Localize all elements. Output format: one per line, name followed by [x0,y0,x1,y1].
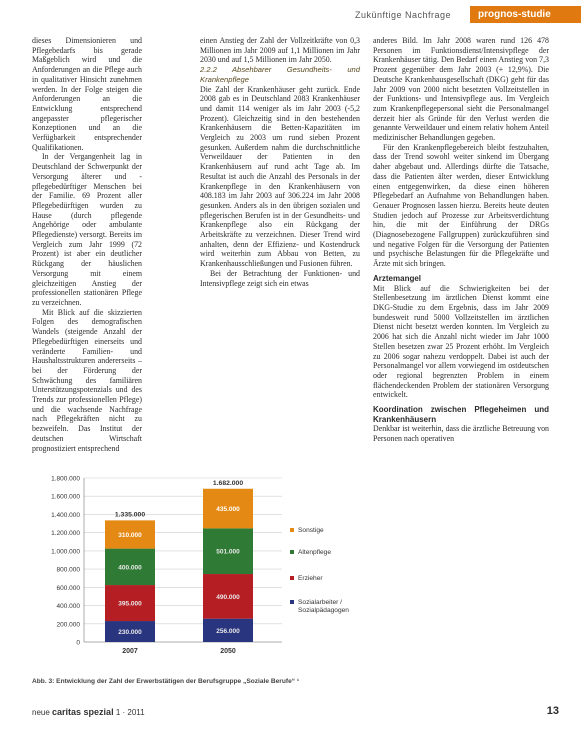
data-label: 256.000 [216,627,240,635]
data-label: 435.000 [216,506,240,514]
section-tab [470,6,581,23]
y-tick-label: 1.000.000 [51,548,80,556]
column-2 [200,36,360,288]
paragraph: einen Anstieg der Zahl der Vollzeitkräfte von 0,3 Millionen im Jahr 2009 auf 1,1 Millionen im Jahr 2030 und auf 1,5 Millionen im Jahr 2050. [200,36,360,65]
y-tick-label: 1.600.000 [51,493,80,501]
page-number: 13 [546,705,559,717]
data-label: 400.000 [118,564,142,572]
total-label: 1.682.000 [212,479,244,487]
paragraph: Bei der Betrachtung der Funktionen- und Intensivpflege zeigt sich ein etwas [200,268,360,288]
total-label: 1.335.000 [114,511,146,519]
footer-brand: caritas spezial [52,707,114,717]
paragraph: Die Zahl der Krankenhäuser geht zurück. Ende 2008 gab es in Deutschland 2083 Krankenhäuser und damit 114 weniger als im Jahr 2003 (-5,2 Prozent). Gleichzeitig sind in den bestehenden Krankenhäusern die Betten-Kapazitäten im Vergleich zu 2003 um rund sieben Prozent gesunken. Außerdem nahm die durchschnittliche Verweildauer der Patienten in den Krankenhäusern auf rund acht Tage ab. Im Resultat ist auch die Anzahl des Personals in der Krankenpflege in den Krankenhäusern von 408.183 im Jahr 2003 auf 306.224 im Jahr 2008 gesunken. Anders als in den übrigen sozialen und pflegerischen Berufen ist in der Gesundheits- und Krankenpflege also ein Rückgang der Arbeitskräfte zu verzeichnen. Dieser Trend wird anhalten, denn der Effizienz- und Kostendruck wird weiterhin zum Abbau von Betten, zu Krankenhausschließungen und Fusionen führen. [200,84,360,269]
paragraph: Mit Blick auf die Schwierigkeiten bei der Stellenbesetzung im ärztlichen Dienst kommt eine DKG-Studie zu dem Ergebnis, dass im Jahr 2009 bundesweit rund 5000 Vollzeitstellen im ärztlichen Dienst nicht besetzt werden konnten. Im Vergleich zu 2006 hat sich die Anzahl nicht wieder im Jahr 1000 Stellen besetzen zwar 25 Prozent erhöht. Im Vergleich zu 2006 sogar nahezu verdoppelt. Dabei ist auch der Personalmangel vor allem vorwiegend im ostdeutschen oder regional begrenzten Problem in einem flächendeckenden Problem der stationären Versorgung entwickelt. [373,283,549,400]
section-tab-label: prognos-studie [478,9,551,20]
legend-label: Altenpflege [298,549,331,556]
legend-swatch [290,576,294,580]
footer-issue: 1 · 2011 [115,708,145,717]
paragraph: anderes Bild. Im Jahr 2008 waren rund 126 478 Personen im Funktionsdienst/Intensivpflege der Krankenhäuser tätig. Den Bedarf einen Anstieg von 7,3 Prozent gegenüber dem Jahr 2003 (+ 12,9%). Die Deutsche Krankenhausgesellschaft (DKG) geht für das Jahr 2009 von 2000 nicht besetzten Vollzeitstellen in der Funktions- und Intensivpflege aus. Im Vergleich zum Krankenpflegepersonal sieht die Personalmangel derzeit hier als Gründe für den Verlust werden die genannte Verweildauer und einem relativ hohem Anteil medizinischer Behandlungen gegeben. [373,36,549,143]
data-label: 395.000 [118,600,142,608]
y-tick-label: 1.200.000 [51,530,80,538]
data-label: 501.000 [216,548,240,556]
section-heading: Arztemangel [373,273,422,283]
figure-caption: Abb. 3: Entwicklung der Zahl der Erwerbstätigen der Berufsgruppe „Soziale Berufe“ ¹ [32,678,300,685]
legend-swatch [290,528,294,532]
y-tick-label: 400.000 [56,603,80,611]
paragraph: dieses Dimensionieren und Pflegebedarfs bis gerade Maßgeblich wird und die Anforderungen an die Pflege auch in qualitativer Hinsicht zunehmen werden. In der Folge steigen die Anforderungen an die Entwicklung entsprechend angepasster pflegerischer Konzeptionen und an die Verfügbarkeit entsprechender Qualifikationen. [32,36,142,152]
data-label: 310.000 [118,531,142,539]
legend-label: Sozialpädagogen [298,607,349,614]
y-tick-label: 1.800.000 [51,475,80,483]
y-tick-label: 200.000 [56,621,80,629]
legend-label: Erzieher [298,575,323,582]
y-tick-label: 1.400.000 [51,511,80,519]
column-1 [32,36,142,453]
paragraph: Für den Krankenpflegebereich bleibt festzuhalten, dass der Trend sowohl weiter sinkend im Übergang daher abgebaut und. Allerdings dürfte die Tatsache, dass die Patienten älter werden, dieser Entwicklung einen entgegenwirken, da diese einen höheren Pflegebedarf an Aufnahme von Behandlungen haben. Genauer Prognosen lassen hierzu. Bereits heute deuten Studien jedoch auf Prozesse zur Arbeitsverdichtung hin, die mit der Einführung der DRGs (Diagnosebezogene Fallgruppen) zurückzuführen sind und negative Folgen für die Versorgung der Patienten und psychische Belastungen für die Pflegekräfte und Ärzte mit sich bringen. [373,142,549,269]
legend-label: Sonstige [298,527,324,534]
y-tick-label: 0 [76,639,80,647]
subheading: 2.2.2 Absehbarer Gesundheits- und Krankenpflege [200,65,360,84]
section-heading: Koordination zwischen Pflegeheimen und Krankenhäusern [373,405,549,424]
paragraph: Denkbar ist weiterhin, dass die ärztliche Betreuung von Personen nach operativen [373,424,549,444]
y-tick-label: 600.000 [56,584,80,592]
y-tick-label: 800.000 [56,566,80,574]
footer [32,707,145,717]
legend-swatch [290,550,294,554]
legend-swatch [290,600,294,604]
data-label: 230.000 [118,629,142,637]
footer-prefix: neue [32,708,50,717]
legend-label: Sozialarbeiter / [298,599,342,606]
paragraph: Mit Blick auf die skizzierten Folgen des demografischen Wandels (steigende Anzahl der Pflegebedürftigen einerseits und veränderte Familien- und Haushaltsstrukturen andererseits – bei der Förderung der Schwächung des familiären Unterstützungspotenzials und des Trends zur professionellen Pflege) und die wachsende Nachfrage nach Pflegekräften nicht zu bezweifeln. Das Institut der deutschen Wirtschaft prognostiziert entsprechend [32,307,142,453]
running-header: Zukünftige Nachfrage [355,10,452,20]
column-3 [373,36,549,444]
x-tick-label: 2007 [122,648,138,655]
paragraph: In der Vergangenheit lag in Deutschland der Schwerpunkt der Versorgung älterer und -pflegebedürftiger Menschen bei der Familie. 69 Prozent aller Pflegebedürftigen wurden zu Hause (durch pflegende Angehörige oder ambulante Pflegedienste) versorgt. Bereits im Vergleich zum Jahr 1999 (72 Prozent) ist aber ein deutlicher Rückgang der häuslichen Versorgung mit einem gleichzeitigen Anstieg der professionellen stationären Pflege zu verzeichnen. [32,152,142,307]
stacked-bar-chart [32,470,368,666]
data-label: 490.000 [216,593,240,601]
x-tick-label: 2050 [220,648,236,655]
